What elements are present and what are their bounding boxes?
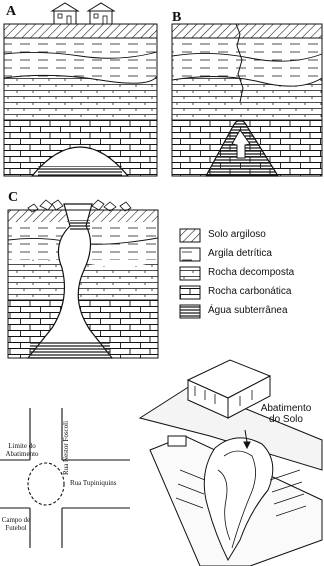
collapse-limit-line2: Abatimento: [5, 450, 39, 458]
collapse-limit-label: [0, 442, 44, 458]
detrital-clay-layer: [4, 38, 157, 78]
legend-label-argila: Argila detrítica: [208, 248, 272, 259]
football-field-line1: Campo de: [1, 516, 31, 524]
legend-label-solo: Solo argiloso: [208, 229, 266, 240]
panel-b: [172, 24, 322, 176]
football-field-label: [0, 516, 32, 532]
house-icon: [88, 3, 114, 24]
groundwater: [30, 342, 110, 358]
legend: [180, 229, 200, 318]
legend-swatch-carbonatica: [180, 286, 200, 299]
panel-a-label: A: [6, 4, 17, 19]
panel-b-label: B: [172, 10, 182, 25]
groundwater: [70, 220, 90, 230]
panel-c: [8, 200, 158, 358]
street-label-nestor-foscoli: Rua Nestor Foscoli: [62, 420, 70, 476]
ground-collapse-label: [250, 403, 322, 425]
collapse-limit-line1: Limite do: [8, 442, 36, 450]
street-label-tupiniquins: Rua Tupiniquins: [70, 479, 117, 487]
house-icon: [52, 3, 78, 24]
decomposed-rock-layer: [172, 76, 322, 120]
legend-label-decomposta: Rocha decomposta: [208, 267, 295, 278]
clay-soil-layer: [172, 24, 322, 38]
football-field-line2: Futebol: [5, 524, 27, 532]
decomposed-rock-layer: [4, 75, 157, 120]
collapse-boundary: [28, 463, 64, 505]
clay-soil-layer: [4, 24, 157, 38]
legend-label-carbonatica: Rocha carbonática: [208, 286, 292, 297]
panel-c-label: C: [8, 190, 19, 205]
legend-swatch-agua: [180, 305, 200, 318]
legend-swatch-decomposta: [180, 267, 200, 280]
groundwater: [38, 166, 122, 176]
detrital-clay-layer: [172, 38, 322, 78]
legend-swatch-solo: [180, 229, 200, 242]
ground-collapse-line1: Abatimento: [260, 403, 312, 414]
legend-swatch-argila: [180, 248, 200, 261]
legend-label-agua: Água subterrânea: [208, 305, 288, 316]
street-sketch: [140, 360, 322, 566]
ground-collapse-line2: do Solo: [269, 414, 303, 425]
panel-a: [4, 3, 157, 176]
